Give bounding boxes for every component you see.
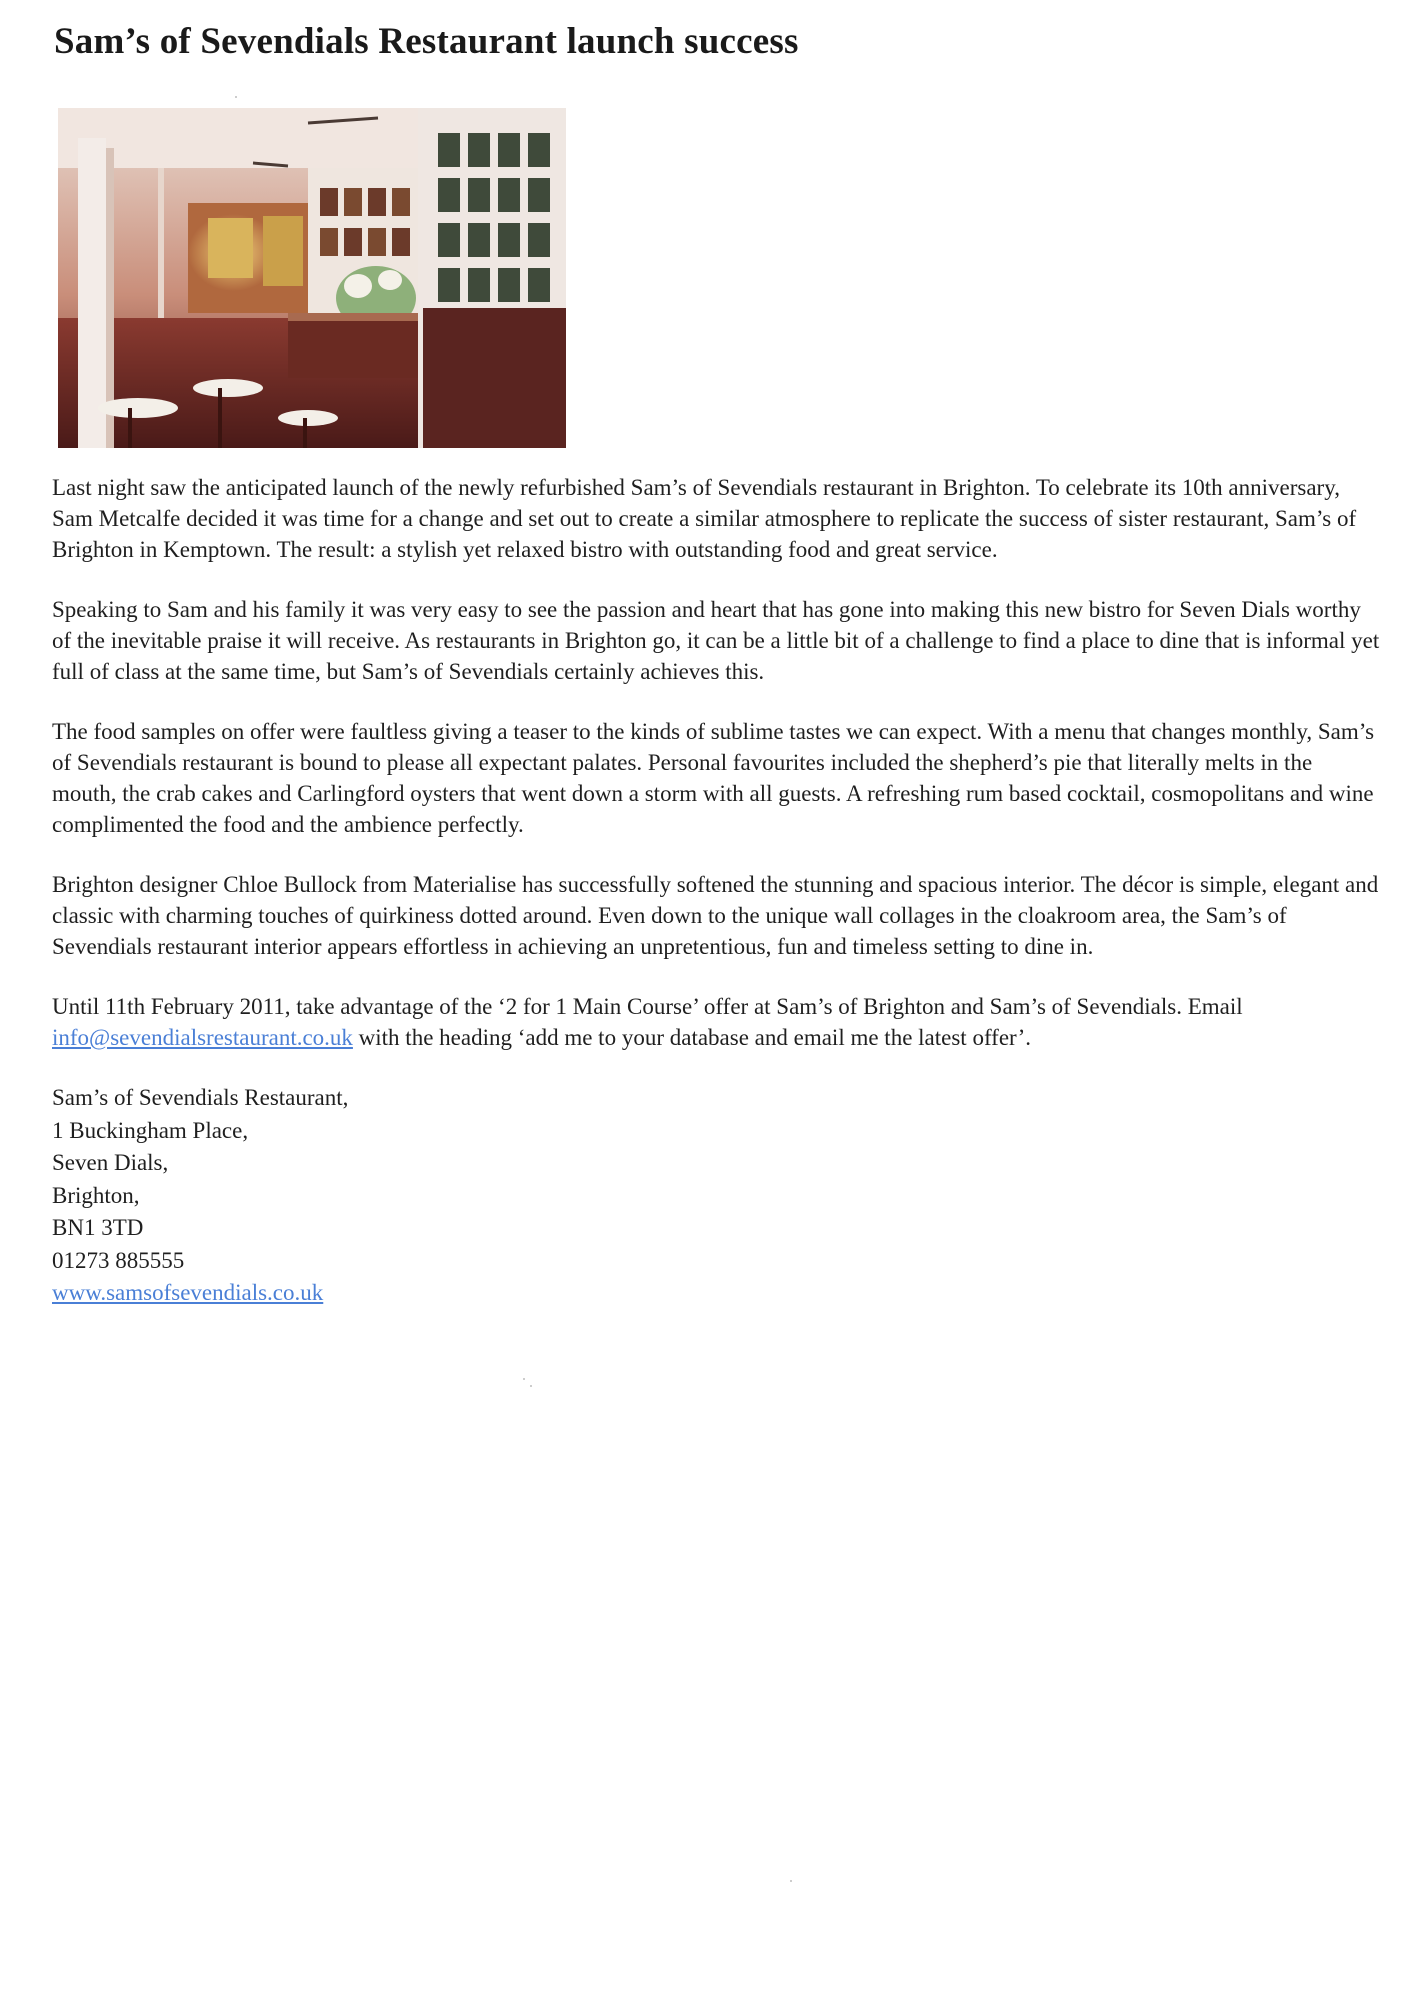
- contact-address: [52, 1082, 1382, 1310]
- restaurant-interior-photo: [58, 108, 566, 448]
- scan-speck: [235, 96, 237, 98]
- scan-speck: [523, 1378, 525, 1380]
- email-link[interactable]: info@sevendialsrestaurant.co.uk: [52, 1025, 353, 1050]
- paragraph-interior: Brighton designer Chloe Bullock from Materialise has successfully softened the stunning and spacious interior. The décor is simple, elegant and classic with charming touches of quirkiness dotted around. Even down to the unique wall collages in the cloakroom area, the Sam’s of Sevendials restaurant interior appears effortless in achieving an unpretentious, fun and timeless setting to dine in.: [52, 872, 1379, 959]
- paragraph-launch: Last night saw the anticipated launch of the newly refurbished Sam’s of Sevendials restaurant in Brighton. To celebrate its 10th anniversary, Sam Metcalfe decided it was time for a change and set out to create a similar atmosphere to replicate the success of sister restaurant, Sam’s of Brighton in Kemptown. The result: a stylish yet relaxed bistro with outstanding food and great service.: [52, 475, 1357, 562]
- address-city: Brighton,: [52, 1182, 140, 1208]
- address-phone: 01273 885555: [52, 1247, 185, 1273]
- scan-speck: [530, 1385, 532, 1387]
- address-street: 1 Buckingham Place,: [52, 1117, 249, 1143]
- address-area: Seven Dials,: [52, 1150, 169, 1175]
- paragraph-food: The food samples on offer were faultless giving a teaser to the kinds of sublime tastes we can expect. With a menu that changes monthly, Sam’s of Sevendials restaurant is bound to please all expectant palates. Personal favourites included the shepherd’s pie that literally melts in the mouth, the crab cakes and Carlingford oysters that went down a storm with all guests. A refreshing rum based cocktail, cosmopolitans and wine complimented the food and the ambience perfectly.: [52, 719, 1375, 837]
- paragraph-family: Speaking to Sam and his family it was very easy to see the passion and heart that has gone into making this new bistro for Seven Dials worthy of the inevitable praise it will receive. As restaurants in Brighton go, it can be a little bit of a challenge to find a place to dine that is informal yet full of class at the same time, but Sam’s of Sevendials certainly achieves this.: [52, 597, 1380, 684]
- address-postcode: BN1 3TD: [52, 1215, 144, 1240]
- scan-speck: [790, 1880, 792, 1882]
- offer-text-start: Until 11th February 2011, take advantage of the ‘2 for 1 Main Course’ offer at Sam’s of Brighton and Sam’s of Sevendials. Email: [52, 994, 1243, 1019]
- address-name: Sam’s of Sevendials Restaurant,: [52, 1085, 349, 1110]
- article-title: Sam’s of Sevendials Restaurant launch success: [54, 21, 799, 62]
- article-body: [52, 472, 1382, 1310]
- offer-text-end: with the heading ‘add me to your database and email me the latest offer’.: [352, 1025, 1031, 1050]
- website-link[interactable]: www.samsofsevendials.co.uk: [52, 1280, 324, 1305]
- paragraph-offer: [52, 991, 1382, 1053]
